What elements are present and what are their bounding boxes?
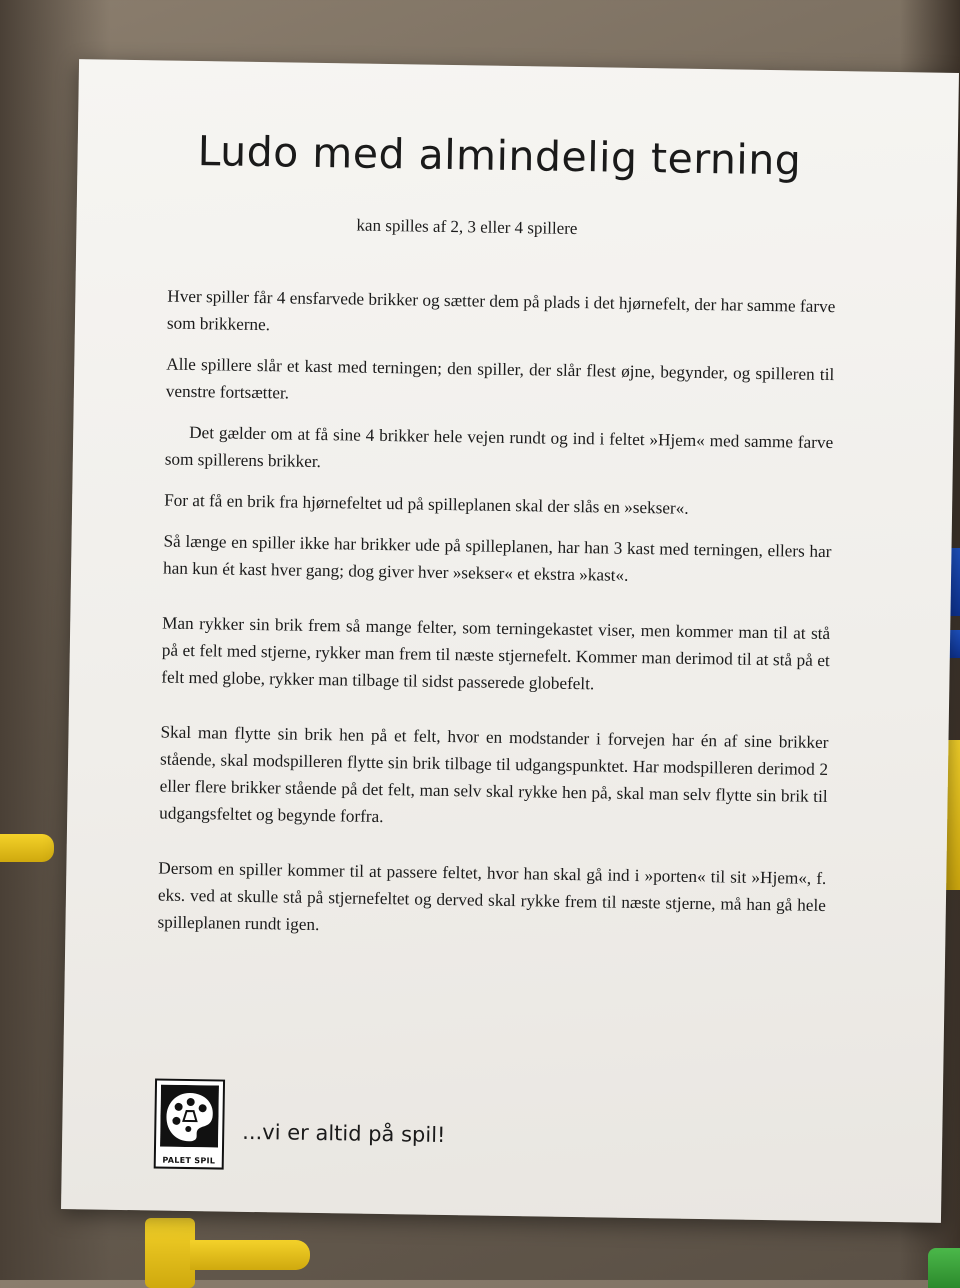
rule-paragraph: Det gælder om at få sine 4 brikker hele vejen rundt og ind i feltet »Hjem« med samme farve som spillerens brikker. bbox=[164, 422, 834, 472]
rule-paragraph: Skal man flytte sin brik hen på et felt, hvor en modstander i forvejen har én af sine brikker stående, skal modspilleren flytte sin brik tilbage til udgangspunktet. Har modspilleren derimod 2 eller flere brikker stående på det felt, man selv skal rykke hen på, skal man selv flytte sin brik til udgangsfeltet og begynde forfra. bbox=[159, 722, 829, 827]
rule-paragraph: Så længe en spiller ikke har brikker ude på spilleplanen, har han 3 kast med terningen, ellers har han kun ét kast hver gang; dog giver hver »sekser« et ekstra »kast«. bbox=[162, 531, 832, 585]
rule-paragraph: Alle spillere slår et kast med terningen; den spiller, der slår flest øjne, begynder, og spilleren til venstre fortsætter. bbox=[165, 354, 835, 403]
green-game-piece bbox=[928, 1248, 960, 1288]
document-title: Ludo med almindelig terning bbox=[197, 127, 802, 185]
rule-paragraph: Hver spiller får 4 ensfarvede brikker og sætter dem på plads i det hjørnefelt, der har samme farve som brikkerne. bbox=[166, 286, 836, 335]
rule-paragraph: Man rykker sin brik frem så mange felter, som terningekastet viser, men kommer man til at stå på et felt med stjerne, rykker man frem til næste stjernefelt. Kommer man derimod til at stå på et felt med globe, rykker man tilbage til sidst passerede globefelt. bbox=[161, 613, 831, 694]
rule-paragraph: Dersom en spiller kommer til at passere feltet, hvor han skal gå ind i »porten« til sit »Hjem«, f. eks. ved at skulle stå på stjernefeltet og derved skal rykke frem til næste stjerne, må han gå hele spilleplanen rundt igen. bbox=[157, 858, 827, 935]
rules-body bbox=[157, 283, 835, 960]
yellow-game-piece-bottom-arm bbox=[190, 1240, 310, 1270]
yellow-game-piece-left bbox=[0, 834, 54, 862]
document-subtitle: kan spilles af 2, 3 eller 4 spillere bbox=[356, 215, 578, 239]
tagline: ...vi er altid på spil! bbox=[242, 1119, 446, 1148]
rules-sheet bbox=[61, 59, 959, 1223]
rule-paragraph: For at få en brik fra hjørnefeltet ud på spilleplanen skal der slås en »sekser«. bbox=[164, 490, 689, 518]
yellow-game-piece-bottom bbox=[145, 1218, 195, 1288]
palette-icon bbox=[160, 1085, 219, 1148]
palet-spil-logo bbox=[154, 1078, 225, 1169]
logo-brand-text: PALET SPIL bbox=[162, 1155, 216, 1166]
